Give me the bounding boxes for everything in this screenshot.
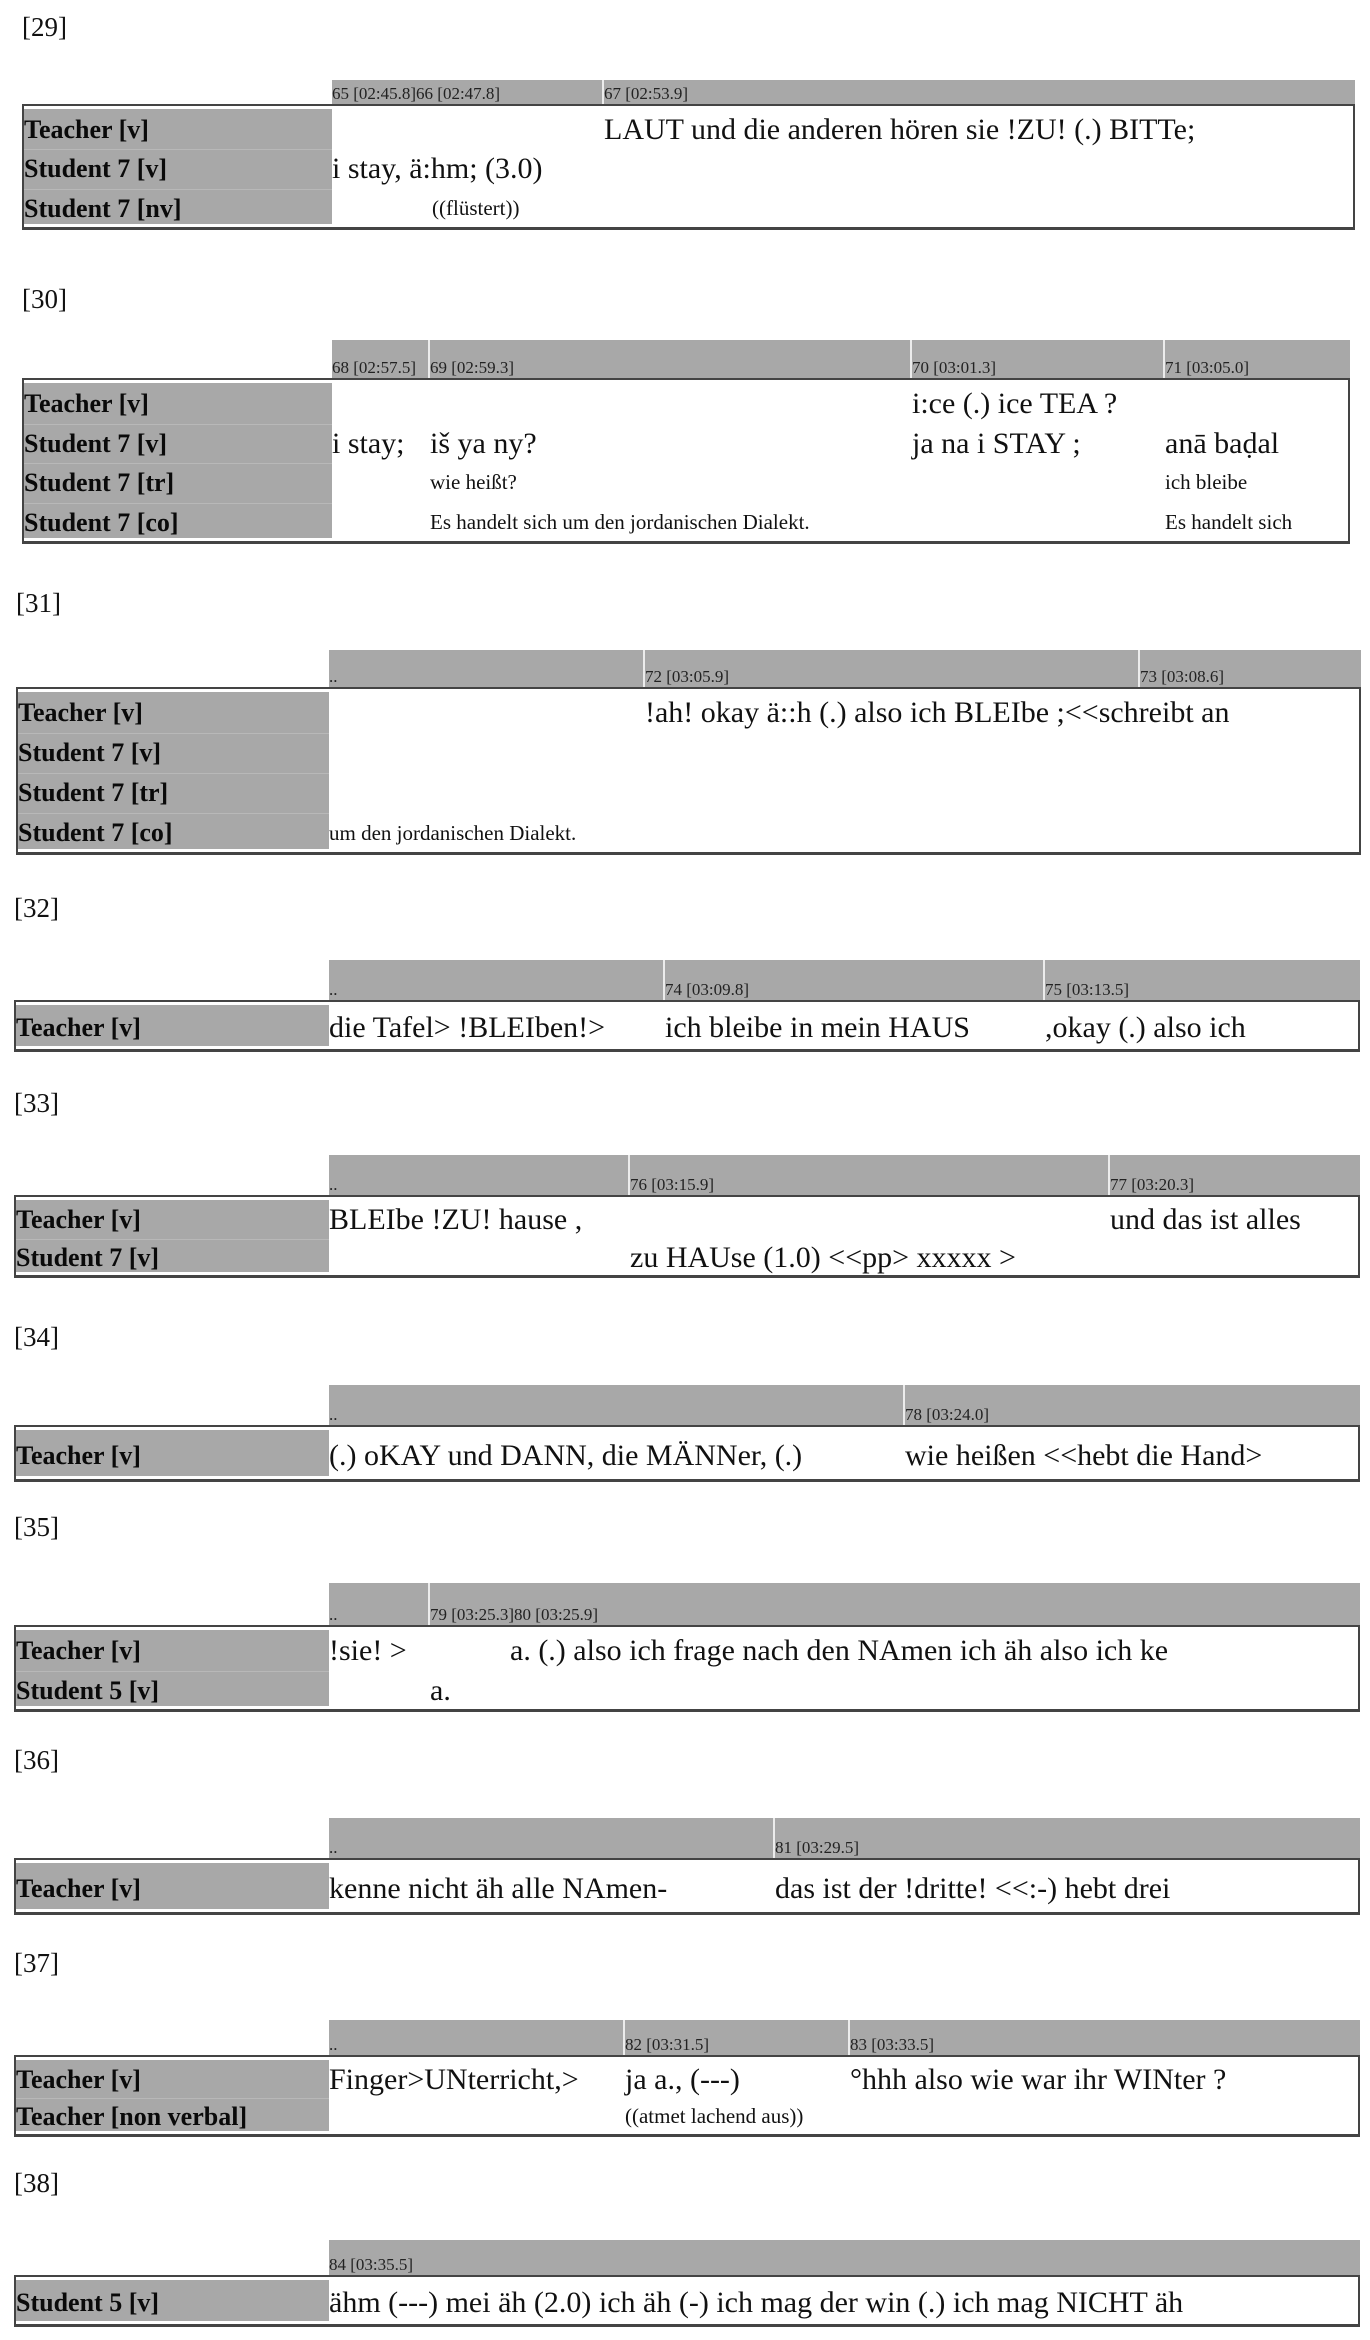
utterance-text: i:ce (.) ice TEA ?	[912, 387, 1118, 420]
tier-label: Student 7 [tr]	[24, 468, 175, 497]
tier-label: Student 7 [co]	[24, 507, 179, 537]
tier-label: Teacher [v]	[24, 115, 149, 144]
partitur-table	[14, 1195, 1360, 1278]
block-number: [34]	[14, 1322, 59, 1352]
utterance-text: ja na i STAY ;	[912, 426, 1081, 460]
tier-label: Student 5 [v]	[16, 2288, 160, 2317]
annotation-text: Es handelt sich	[1165, 509, 1293, 534]
tier-label: Teacher [v]	[16, 1441, 141, 1470]
utterance-text: ich bleibe in mein HAUS	[665, 1011, 970, 1044]
timeline-marker: 77 [03:20.3]	[1110, 1175, 1195, 1194]
timeline-marker: ..	[329, 1405, 338, 1424]
utterance-text: a.	[430, 1673, 451, 1707]
utterance-text: wie heißen <<hebt die Hand>	[905, 1439, 1263, 1472]
annotation-text: ich bleibe	[1165, 470, 1248, 494]
utterance-text: !sie! >	[329, 1634, 407, 1667]
timeline-bar	[329, 650, 1361, 687]
timeline-marker: 75 [03:13.5]	[1045, 980, 1130, 999]
block-number: [29]	[22, 12, 67, 42]
timeline-marker: 84 [03:35.5]	[329, 2255, 414, 2274]
timeline-marker: 78 [03:24.0]	[905, 1405, 990, 1424]
utterance-text: !ah! okay ä::h (.) also ich BLEIbe ;<<schreibt an	[645, 696, 1230, 729]
block-number: [36]	[14, 1745, 59, 1775]
partitur-table	[14, 2275, 1360, 2327]
partitur-table	[14, 1858, 1360, 1915]
tier-label: Student 7 [v]	[24, 428, 168, 458]
utterance-text: iš ya ny?	[430, 426, 537, 460]
timeline-bar	[329, 1155, 1360, 1195]
timeline-marker: ..	[329, 1175, 338, 1194]
utterance-text: anā baḍal	[1165, 426, 1280, 460]
block-number: [33]	[14, 1088, 59, 1118]
utterance-text: a. (.) also ich frage nach den NAmen ich äh also ich ke	[510, 1634, 1169, 1667]
tier-label: Student 5 [v]	[16, 1675, 160, 1705]
utterance-text: (.) oKAY und DANN, die MÄNNer, (.)	[329, 1439, 803, 1472]
tier-label: Teacher [v]	[18, 698, 143, 727]
tier-label: Teacher [v]	[16, 1636, 141, 1665]
timeline-marker: 69 [02:59.3]	[430, 358, 515, 377]
utterance-text: i stay, ä:hm; (3.0)	[332, 152, 543, 186]
partitur-table	[14, 1425, 1360, 1482]
utterance-text: i stay;	[332, 426, 405, 460]
timeline-bar	[329, 2020, 1360, 2055]
timeline-bar	[332, 80, 1355, 104]
timeline-marker: 74 [03:09.8]	[665, 980, 750, 999]
timeline-marker: ..	[329, 1838, 338, 1857]
tier-label: Student 7 [tr]	[18, 778, 169, 807]
partitur-table	[14, 2055, 1360, 2137]
tier-label: Student 7 [nv]	[24, 193, 182, 223]
timeline-bar	[329, 2240, 1360, 2275]
timeline-marker: ..	[329, 2035, 338, 2054]
utterance-text: das ist der !dritte! <<:-) hebt drei	[775, 1872, 1171, 1905]
annotation-text: Es handelt sich um den jordanischen Dialekt.	[430, 509, 810, 534]
block-number: [35]	[14, 1512, 59, 1542]
annotation-text: um den jordanischen Dialekt.	[329, 821, 577, 845]
block-number: [32]	[14, 893, 59, 923]
utterance-text: kenne nicht äh alle NAmen-	[329, 1872, 668, 1905]
timeline-marker: ..	[329, 1605, 338, 1624]
partitur-table	[14, 1625, 1360, 1712]
tier-label: Teacher [non verbal]	[16, 2102, 248, 2131]
block-number: [31]	[16, 588, 61, 618]
utterance-text: die Tafel> !BLEIben!>	[329, 1011, 606, 1044]
timeline-marker: ..	[329, 980, 338, 999]
tier-label: Teacher [v]	[16, 1874, 141, 1903]
partitur-table	[16, 687, 1361, 855]
tier-label: Student 7 [v]	[18, 738, 162, 767]
timeline-marker: 67 [02:53.9]	[604, 84, 689, 103]
timeline-marker: 79 [03:25.3]80 [03:25.9]	[430, 1605, 599, 1624]
tier-label: Teacher [v]	[16, 2065, 141, 2094]
timeline-marker: 68 [02:57.5]	[332, 358, 417, 377]
timeline-marker: 70 [03:01.3]	[912, 358, 997, 377]
timeline-bar	[329, 1818, 1360, 1858]
utterance-text: ,okay (.) also ich	[1045, 1011, 1246, 1044]
utterance-text: LAUT und die anderen hören sie !ZU! (.) BITTe;	[604, 113, 1196, 146]
block-number: [38]	[14, 2168, 59, 2198]
timeline-bar	[329, 1385, 1360, 1425]
tier-label: Teacher [v]	[16, 1205, 141, 1234]
partitur-table	[22, 104, 1355, 230]
utterance-text: BLEIbe !ZU! hause ,	[329, 1203, 583, 1236]
timeline-marker: 81 [03:29.5]	[775, 1838, 860, 1857]
utterance-text: zu HAUse (1.0) <<pp> xxxxx >	[630, 1240, 1016, 1274]
timeline-marker: ..	[329, 667, 338, 686]
timeline-marker: 83 [03:33.5]	[850, 2035, 935, 2054]
timeline-marker: 71 [03:05.0]	[1165, 358, 1250, 377]
timeline-marker: 72 [03:05.9]	[645, 667, 730, 686]
partitur-table	[14, 1000, 1360, 1052]
utterance-text: und das ist alles	[1110, 1203, 1301, 1236]
timeline-marker: 65 [02:45.8]66 [02:47.8]	[332, 84, 501, 103]
tier-label: Student 7 [co]	[18, 818, 173, 847]
annotation-text: ((atmet lachend aus))	[625, 2104, 804, 2128]
tier-label: Student 7 [v]	[24, 154, 168, 184]
block-number: [37]	[14, 1948, 59, 1978]
timeline-bar	[329, 960, 1360, 1000]
timeline-marker: 76 [03:15.9]	[630, 1175, 715, 1194]
utterance-text: Finger>UNterricht,>	[329, 2063, 579, 2096]
timeline-bar	[329, 1583, 1360, 1625]
tier-label: Teacher [v]	[24, 389, 149, 418]
tier-label: Student 7 [v]	[16, 1242, 160, 1272]
utterance-text: ähm (---) mei äh (2.0) ich äh (-) ich mag der win (.) ich mag NICHT äh	[329, 2286, 1184, 2319]
tier-label: Teacher [v]	[16, 1013, 141, 1042]
timeline-marker: 82 [03:31.5]	[625, 2035, 710, 2054]
annotation-text: wie heißt?	[430, 470, 517, 494]
annotation-text: ((flüstert))	[432, 195, 520, 220]
timeline-bar	[332, 340, 1350, 378]
utterance-text: °hhh also wie war ihr WINter ?	[850, 2063, 1227, 2096]
partitur-table	[22, 378, 1350, 544]
timeline-marker: 73 [03:08.6]	[1140, 667, 1225, 686]
utterance-text: ja a., (---)	[625, 2063, 740, 2096]
block-number: [30]	[22, 284, 67, 314]
